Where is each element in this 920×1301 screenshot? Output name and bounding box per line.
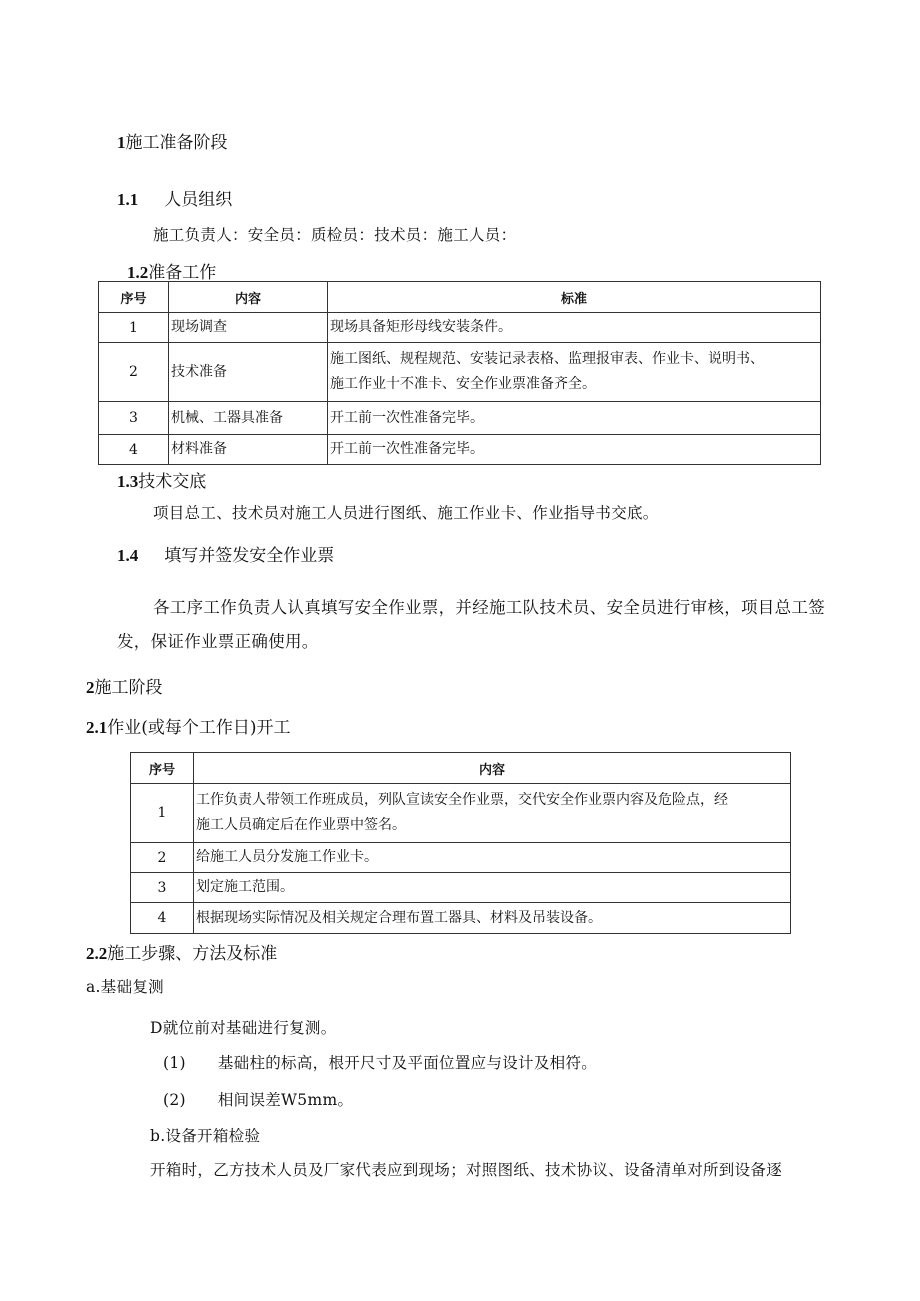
subsection-1-4-heading: [117, 541, 334, 566]
item-a-title: a.基础复测: [86, 978, 164, 996]
ticket-paragraph-line: 发，保证作业票正确使用。: [117, 632, 319, 651]
table-row: [99, 402, 821, 435]
row-no: 4: [131, 903, 194, 934]
subsection-number: 1.3: [117, 472, 139, 491]
subsection-title: 人员组织: [164, 190, 233, 210]
row-content: 根据现场实际情况及相关规定合理布置工器具、材料及吊装设备。: [194, 903, 791, 934]
row-standard: 现场具备矩形母线安装条件。: [328, 313, 821, 343]
item-a-intro: D就位前对基础进行复测。: [150, 1019, 337, 1037]
row-no: 3: [131, 873, 194, 903]
header-standard: 标准: [328, 282, 821, 313]
subsection-number: 2.2: [86, 944, 108, 963]
subsection-number: 2.1: [86, 718, 108, 737]
header-no: 序号: [99, 282, 169, 313]
item-b-paragraph: 开箱时，乙方技术人员及厂家代表应到现场；对照图纸、技术协议、设备清单对所到设备逐: [150, 1161, 783, 1179]
table-header-row: [131, 753, 791, 784]
section-2-heading: [86, 673, 163, 698]
header-no: 序号: [131, 753, 194, 784]
section-number: 1: [117, 133, 126, 152]
start-work-table: [130, 752, 791, 934]
subsection-2-2-heading: [86, 939, 277, 964]
table-row: [131, 843, 791, 873]
row-no: 1: [99, 313, 169, 343]
table-row: [99, 343, 821, 402]
section-1-heading: [117, 128, 228, 153]
table-row: [131, 873, 791, 903]
table-row: [131, 903, 791, 934]
row-standard-line: 施工图纸、规程规范、安装记录表格、监理报审表、作业卡、说明书、: [330, 351, 764, 367]
list-item-text: 相间误差W5mm。: [217, 1091, 354, 1109]
subsection-number: 1.4: [117, 546, 139, 565]
row-standard: [328, 343, 821, 402]
row-no: 3: [99, 402, 169, 435]
row-no: 1: [131, 784, 194, 843]
row-standard: 开工前一次性准备完毕。: [328, 435, 821, 465]
subsection-title: 填写并签发安全作业票: [164, 546, 335, 566]
section-number: 2: [86, 678, 95, 697]
list-item-label: (1): [163, 1054, 186, 1072]
row-content-line: 施工人员确定后在作业票中签名。: [196, 817, 406, 833]
disclosure-paragraph: 项目总工、技术员对施工人员进行图纸、施工作业卡、作业指导书交底。: [153, 504, 659, 522]
subsection-title: 施工步骤、方法及标准: [107, 944, 278, 964]
subsection-number: 1.1: [117, 190, 139, 209]
row-content: 技术准备: [169, 343, 328, 402]
section-title: 施工准备阶段: [125, 133, 228, 153]
subsection-number: 1.2: [127, 263, 149, 282]
subsection-2-1-heading: [86, 713, 291, 738]
subsection-1-1-heading: [117, 185, 232, 210]
list-item: [163, 1088, 353, 1110]
section-title: 施工阶段: [94, 678, 163, 698]
subsection-title: 准备工作: [148, 263, 217, 283]
table-header-row: [99, 282, 821, 313]
subsection-title: 技术交底: [138, 472, 207, 492]
table-row: [131, 784, 791, 843]
subsection-1-3-heading: [117, 467, 206, 492]
header-content: 内容: [194, 753, 791, 784]
subsection-1-2-heading: [127, 258, 216, 283]
list-item-label: (2): [163, 1091, 186, 1109]
list-item-text: 基础柱的标高，根开尺寸及平面位置应与设计及相符。: [217, 1054, 598, 1072]
row-content: 机械、工器具准备: [169, 402, 328, 435]
row-no: 4: [99, 435, 169, 465]
row-content: 现场调查: [169, 313, 328, 343]
personnel-paragraph: 施工负责人：安全员：质检员：技术员：施工人员：: [153, 226, 517, 244]
list-item: [163, 1051, 597, 1073]
ticket-paragraph-line: 各工序工作负责人认真填写安全作业票，并经施工队技术员、安全员进行审核，项目总工签: [153, 598, 825, 617]
row-content: [194, 784, 791, 843]
subsection-title: 作业(或每个工作日)开工: [107, 718, 291, 738]
header-content: 内容: [169, 282, 328, 313]
row-content: 材料准备: [169, 435, 328, 465]
table-row: [99, 313, 821, 343]
row-content-line: 工作负责人带领工作班成员，列队宣读安全作业票，交代安全作业票内容及危险点，经: [196, 792, 728, 808]
row-no: 2: [131, 843, 194, 873]
row-standard: 开工前一次性准备完毕。: [328, 402, 821, 435]
item-b-title: b.设备开箱检验: [150, 1127, 261, 1145]
preparation-table: [98, 281, 821, 465]
table-row: [99, 435, 821, 465]
row-content: 给施工人员分发施工作业卡。: [194, 843, 791, 873]
row-content: 划定施工范围。: [194, 873, 791, 903]
row-no: 2: [99, 343, 169, 402]
row-standard-line: 施工作业十不准卡、安全作业票准备齐全。: [330, 376, 596, 392]
